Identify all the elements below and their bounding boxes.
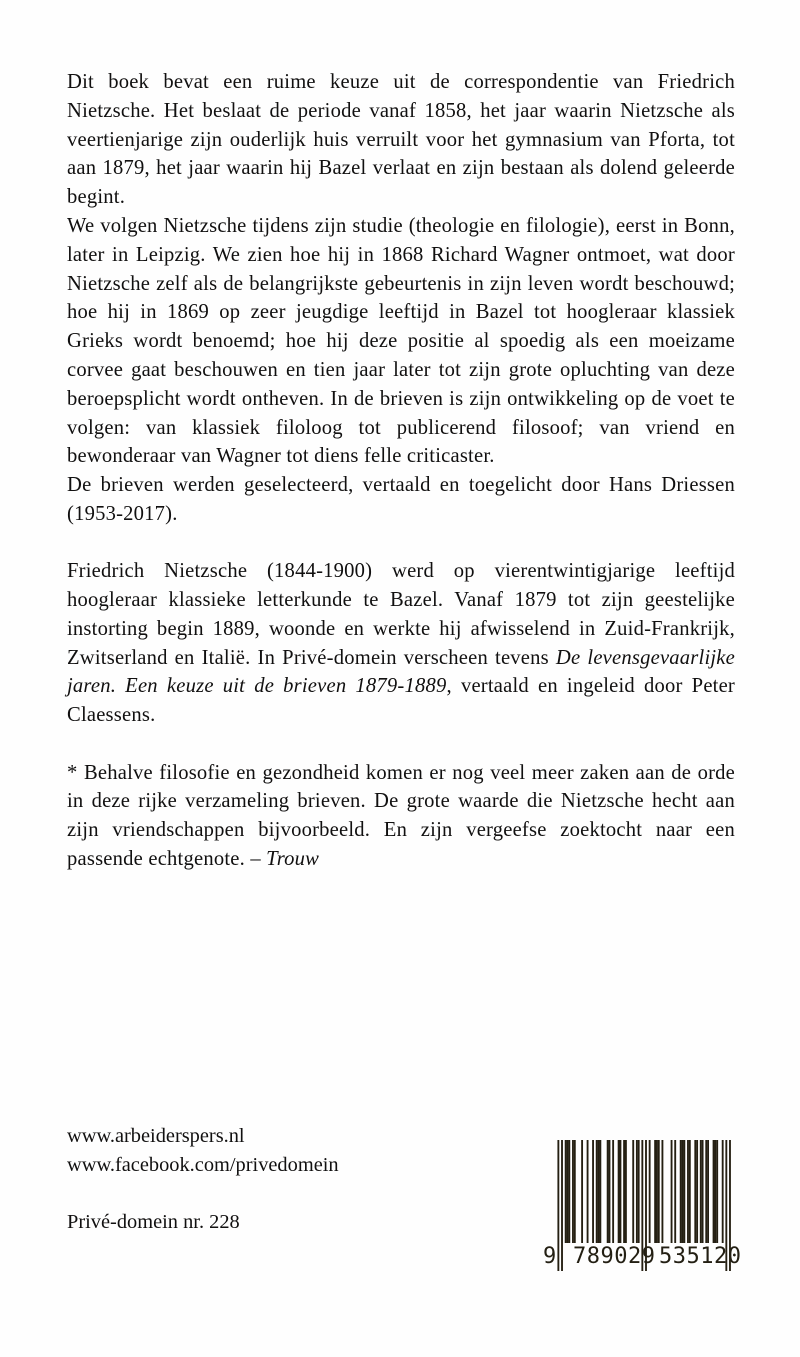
publisher-website-link[interactable]: www.arbeiderspers.nl (67, 1125, 245, 1147)
back-cover-text-block (67, 68, 735, 874)
barcode-bars-graphic (541, 1140, 740, 1281)
facebook-page-link[interactable]: www.facebook.com/privedomein (67, 1153, 339, 1176)
review-attribution-dash: – (250, 847, 267, 870)
barcode-left-group: 789029 (573, 1244, 656, 1269)
footer-block (67, 1122, 487, 1236)
barcode-right-group: 535120 (659, 1244, 742, 1269)
review-source-name: Trouw (266, 847, 320, 870)
isbn-barcode (541, 1140, 740, 1281)
related-book-title: De levensgevaarlijke jaren. Een keuze uit de brieven 1879-1889 (67, 646, 735, 698)
barcode-lead-digit: 9 (543, 1244, 557, 1269)
description-paragraph-1: Dit boek bevat een ruime keuze uit de correspondentie van Friedrich Nietzsche. Het beslaat de periode vanaf 1858, het jaar waarin Nietzsche als veertienjarige zijn ouderlijk huis verruilt voor het gymnasium van Pforta, tot aan 1879, het jaar waarin hij Bazel verlaat en zijn bestaan als dolend geleerde begint. (67, 71, 735, 209)
author-biography-paragraph (67, 557, 735, 730)
review-quote-paragraph (67, 759, 735, 874)
translator-credit-paragraph: De brieven werden geselecteerd, vertaald en toegelicht door Hans Driessen (1953-2017). (67, 474, 735, 525)
biography-text-after-title: , vertaald en ingeleid door Peter Claessens. (67, 675, 735, 727)
review-quote-text: * Behalve filosofie en gezondheid komen er nog veel meer zaken aan de orde in deze rijke verzameling brieven. De grote waarde die Nietzsche hecht aan zijn vriendschappen bijvoorbeeld. En zijn vergeefse zoektocht naar een passende echtgenote. (67, 761, 735, 870)
series-number-label: Privé-domein nr. 228 (67, 1210, 240, 1233)
description-paragraph-2: We volgen Nietzsche tijdens zijn studie (theologie en filologie), eerst in Bonn, later in Leipzig. We zien hoe hij in 1868 Richard Wagner ontmoet, wat door Nietzsche zelf als de belangrijkste gebeurtenis in zijn leven wordt beschouwd; hoe hij in 1869 op zeer jeugdige leeftijd in Bazel tot hoogleraar klassiek Grieks wordt benoemd; hoe hij deze positie al spoedig als een moeizame corvee gaat beschouwen en tien jaar later tot zijn grote opluchting van deze beroepsplicht wordt ontheven. In de brieven is zijn ontwikkeling op de voet te volgen: van klassiek filoloog tot publicerend filosoof; van vriend en bewonderaar van Wagner tot diens felle criticaster. (67, 214, 735, 468)
biography-text-before-title: Friedrich Nietzsche (1844-1900) werd op vierentwintigjarige leeftijd hoogleraar klassieke letterkunde te Bazel. Vanaf 1879 tot zijn geestelijke instorting begin 1889, woonde en werkte hij afwisselend in Zuid-Frankrijk, Zwitserland en Italië. In Privé-domein verscheen tevens (67, 560, 735, 669)
